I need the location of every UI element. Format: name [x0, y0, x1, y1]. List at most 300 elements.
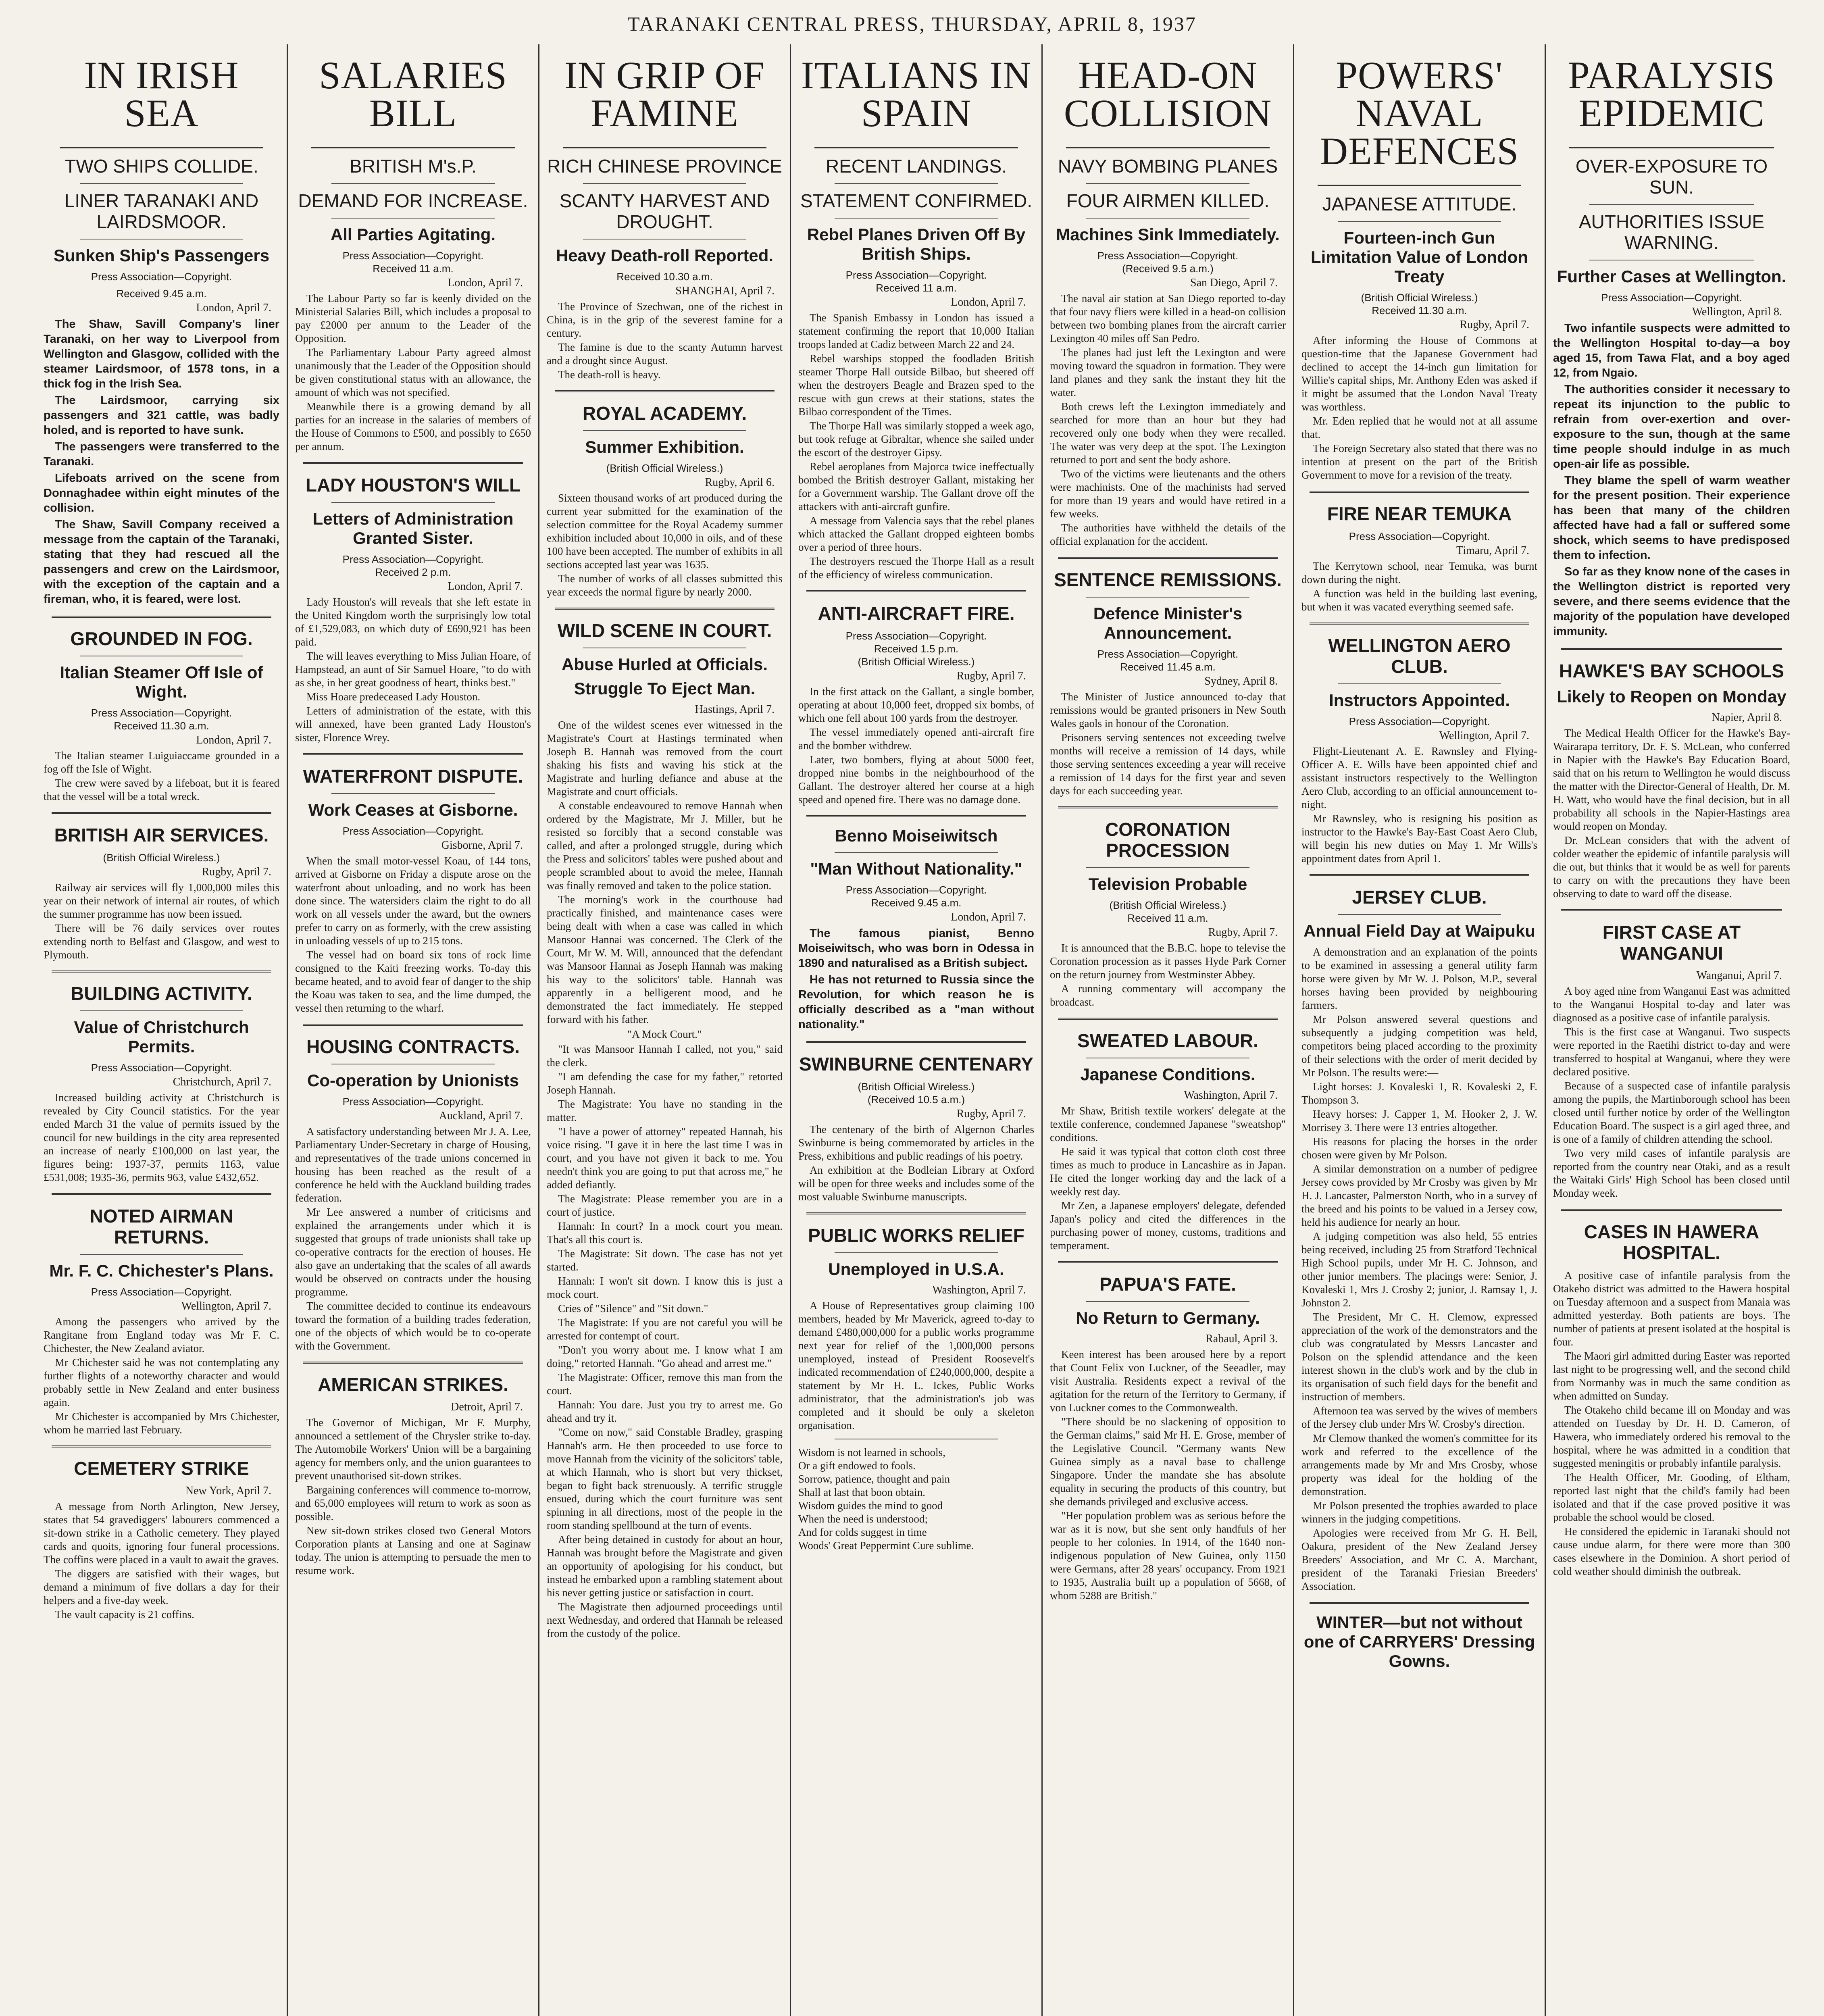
- paragraph: Dr. McLean considers that with the advent of colder weather the epidemic of infantile paralysis will die out, but thinks that it would be as well for parents to carry on with the precautions they have been observing to date to ward off the disease.: [1553, 834, 1790, 900]
- paragraph: A positive case of infantile paralysis from the Otakeho district was admitted to the Hawera hospital on Tuesday afternoon and a suspect from Manaia was admitted yesterday. Both patients are boys. The number of patients at present isolated at the hospital is four.: [1553, 1269, 1790, 1348]
- divider: [52, 1193, 271, 1195]
- paragraph: The Italian steamer Luiguiaccame grounded in a fog off the Isle of Wight.: [44, 750, 279, 775]
- dateline: Rugby, April 7.: [956, 1108, 1026, 1120]
- deck: TWO SHIPS COLLIDE.: [65, 156, 258, 177]
- paragraph: Two of the victims were lieutenants and the others were machinists. One of the machinists had served for more than 19 years and would have retired in a few weeks.: [1050, 468, 1286, 520]
- divider: [52, 812, 271, 814]
- paragraph: Because of a suspected case of infantile paralysis among the pupils, the Martinborough school has been closed until further notice by order of the Wellington Education Board. The suspect is a girl aged three, and is one of a family of children attending the school.: [1553, 1080, 1790, 1145]
- headline: WILD SCENE IN COURT.: [557, 620, 772, 641]
- column-irish-sea: [36, 44, 288, 2016]
- paragraph: Rebel warships stopped the foodladen British steamer Thorpe Hall outside Bilbao, but sheered off when the destroyers Beagle and Brazen sped to the rescue with gun crews at their stations, states the Bilbao correspondent of the Times.: [798, 352, 1034, 418]
- dateline: Rugby, April 7.: [1460, 319, 1529, 331]
- credit-line: (British Official Wireless.) (Received 10.5 a.m.): [858, 1081, 975, 1106]
- paragraph: Lady Houston's will reveals that she left estate in the United Kingdom worth the surprisingly low total of £1,529,083, on which duty of £690,921 has been paid.: [295, 596, 531, 648]
- credit-line: (British Official Wireless.) Received 11 a.m.: [1109, 899, 1226, 924]
- paragraph: Hannah: I won't sit down. I know this is just a mock court.: [547, 1275, 783, 1300]
- deck: JAPANESE ATTITUDE.: [1322, 194, 1517, 215]
- divider: [80, 1254, 243, 1255]
- paragraph: A judging competition was also held, 55 entries being received, including 25 from Stratford Technical High School pupils, under Mr H. C. Johnson, and other junior members. The placings were: Senior, J. Kovaleski 1, Mrs J. Crosby 2; junior, J. Ramsay 1, J. Johnston 2.: [1301, 1230, 1537, 1309]
- credit-line: Press Association—Copyright. Received 9.45 a.m.: [845, 884, 987, 909]
- headline: WATERFRONT DISPUTE.: [303, 766, 523, 787]
- divider: [583, 183, 746, 184]
- paragraph: Sixteen thousand works of art produced during the current year submitted for the examination of the selection committee for the Royal Academy summer exhibition included about 10,000 in oils, and of these 100 have been accepted. The number of exhibits in all sections accepted last year was 1635.: [547, 492, 783, 571]
- paragraph: The vessel immediately opened anti-aircraft fire and the bomber withdrew.: [798, 726, 1034, 752]
- divider: [1086, 867, 1249, 868]
- paragraph: The authorities consider it necessary to repeat its injunction to the public to refrain from over-exertion and over-exposure to the sun, though at the same time people should indulge in as much open-air life as possible.: [1553, 383, 1790, 471]
- headline: NOTED AIRMAN RETURNS.: [90, 1206, 233, 1248]
- divider: [835, 218, 998, 219]
- paragraph: "It was Mansoor Hannah I called, not you," said the clerk.: [547, 1043, 783, 1068]
- paragraph: After being detained in custody for about an hour, Hannah was brought before the Magistrate and given an opportunity of apologising for his conduct, but instead he embarked upon a rambling statement about his never getting justice or satisfaction in court.: [547, 1533, 783, 1599]
- headline: SWEATED LABOUR.: [1077, 1030, 1258, 1051]
- subhead: Value of Christchurch Permits.: [74, 1018, 249, 1056]
- deck: RICH CHINESE PROVINCE: [547, 156, 782, 177]
- paragraph: He considered the epidemic in Taranaki should not cause undue alarm, for there were more than 300 cases elsewhere in the Dominion. A short period of cold weather should diminish the outbreak.: [1553, 1525, 1790, 1577]
- paragraph: The Magistrate: Sit down. The case has not yet started.: [547, 1248, 783, 1273]
- subhead: Co-operation by Unionists: [307, 1071, 519, 1090]
- subhead: Japanese Conditions.: [1080, 1065, 1256, 1084]
- divider: [1338, 221, 1501, 222]
- paragraph: "Don't you worry about me. I know what I am doing," retorted Hannah. "Go ahead and arrest me.": [547, 1344, 783, 1369]
- subhead: Abuse Hurled at Officials.: [561, 655, 768, 674]
- paragraph: "Her population problem was as serious before the war as it is now, but she sent only handfuls of her people to her colonies. In 1914, of the 1640 non-indigenous population of New Guinea, only 1150 were Germans, after 28 years' occupancy. From 1921 to 1935, Australia built up a population of 5668, of whom 5288 are British.": [1050, 1510, 1286, 1602]
- divider: [1058, 1018, 1278, 1020]
- paragraph: There will be 76 daily services over routes extending north to Belfast and Glasgow, and west to Plymouth.: [44, 922, 279, 961]
- column-famine: [539, 44, 791, 2016]
- headline: CASES IN HAWERA HOSPITAL.: [1584, 1221, 1759, 1263]
- paragraph: A boy aged nine from Wanganui East was admitted to the Wanganui Hospital to-day and later was diagnosed as a positive case of infantile paralysis.: [1553, 985, 1790, 1024]
- paragraph: A function was held in the building last evening, but when it was vacated everything seemed safe.: [1301, 587, 1537, 613]
- paragraph: So far as they know none of the cases in the Wellington district is reported very severe, and there seems evidence that the majority of the population have developed immunity.: [1553, 565, 1790, 638]
- divider: [331, 793, 495, 794]
- subhead: Work Ceases at Gisborne.: [308, 800, 518, 819]
- paragraph: Keen interest has been aroused here by a report that Count Felix von Luckner, of the Seeadler, may visit Australia. Residents expect a revival of the agitation for the return of the Territory to Germany, if von Luckner comes to the Commonwealth.: [1050, 1348, 1286, 1414]
- subhead: Struggle To Eject Man.: [574, 679, 756, 698]
- paragraph: The diggers are satisfied with their wages, but demand a minimum of five dollars a day for their helpers and a five-day week.: [44, 1568, 279, 1606]
- deck: LINER TARANAKI AND LAIRDSMOOR.: [64, 190, 259, 232]
- paragraph: The Magistrate: Officer, remove this man from the court.: [547, 1371, 783, 1397]
- paragraph: "There should be no slackening of opposition to the German claims," said Mr H. E. Grose, member of the Legislative Council. "Germany wants New Guinea simply as a naval base to challenge Singapore. Under the mandate she has absolute equality in securing the products of this country, but she demands privileged and exclusive access.: [1050, 1416, 1286, 1508]
- paragraph: Later, two bombers, flying at about 5000 feet, dropped nine bombs in the neighbourhood of the Gallant. The destroyer altered her course at a high speed and opened fire. There was no damage done.: [798, 754, 1034, 806]
- paragraph: Railway air services will fly 1,000,000 miles this year on their network of internal air routes, of which the summer programme has now been issued.: [44, 881, 279, 920]
- credit-line: Press Association—Copyright. Received 11.45 a.m.: [1097, 648, 1239, 673]
- paragraph: Prisoners serving sentences not exceeding twelve months will receive a remission of 14 days, while those serving sentences exceeding a year will receive a remission of 14 days for the first year and seven days for each succeeding year.: [1050, 731, 1286, 797]
- divider: [1058, 806, 1278, 808]
- paragraph: He has not returned to Russia since the Revolution, for which reason he is officially described as a "man without nationality.": [798, 973, 1034, 1031]
- paragraph: Hannah: You dare. Just you try to arrest me. Go ahead and try it.: [547, 1399, 783, 1424]
- subhead: Summer Exhibition.: [585, 437, 744, 456]
- received-line: Received 10.30 a.m.: [616, 271, 713, 283]
- subhead: "Man Without Nationality.": [810, 859, 1022, 878]
- dateline: Wellington, April 8.: [1692, 306, 1782, 318]
- subhead: Likely to Reopen on Monday: [1557, 687, 1787, 706]
- divider: [1310, 1602, 1529, 1604]
- lead-headline: IN IRISH SEA: [84, 54, 239, 135]
- paragraph: Two infantile suspects were admitted to the Wellington Hospital to-day—a boy aged 15, from Tawa Flat, and a boy aged 12, from Ngaio.: [1553, 322, 1790, 379]
- paragraph: The Health Officer, Mr. Gooding, of Eltham, reported last night that the child's family had been isolated and that if the case proved positive it was probable the school would be closed.: [1553, 1471, 1790, 1523]
- divider: [1058, 557, 1278, 559]
- dateline: London, April 7.: [951, 911, 1026, 923]
- paragraph: One of the wildest scenes ever witnessed in the Magistrate's Court at Hastings terminated when Joseph B. Hannah was removed from the court shaking his fists and waving his stick at the Magistrate and hurling defiance and abuse at the Magistrate and court officials.: [547, 719, 783, 798]
- paragraph: Lifeboats arrived on the scene from Donnaghadee within eight minutes of the collision.: [44, 472, 279, 514]
- masthead-title: TARANAKI CENTRAL PRESS, THURSDAY, APRIL 8, 1937: [627, 12, 1197, 35]
- paragraph: Mr Clemow thanked the women's committee for its work and referred to the excellence of the arrangements made by Mr and Mrs Crosby, whose property was ideal for the holding of the demonstration.: [1301, 1432, 1537, 1497]
- subhead: Sunken Ship's Passengers: [53, 246, 270, 265]
- divider: [1310, 623, 1529, 625]
- credit-line: Press Association—Copyright.: [1349, 715, 1490, 727]
- subhead: Benno Moiseiwitsch: [835, 826, 998, 845]
- credit-line: (British Official Wireless.): [606, 462, 723, 474]
- divider: [806, 1212, 1026, 1214]
- credit-line: Press Association—Copyright. Received 1.5 p.m. (British Official Wireless.): [845, 630, 987, 668]
- divider: [1086, 597, 1249, 598]
- paragraph: Letters of administration of the estate, with this will annexed, have been granted Lady Houston's sister, Florence Wrey.: [295, 705, 531, 744]
- subhead: All Parties Agitating.: [330, 225, 496, 244]
- subhead: Rebel Planes Driven Off By British Ships.: [807, 225, 1026, 263]
- lead-headline: HEAD-ON COLLISION: [1064, 54, 1272, 135]
- paragraph: The Magistrate: If you are not careful you will be arrested for contempt of court.: [547, 1316, 783, 1342]
- dateline: Washington, April 7.: [1184, 1089, 1278, 1102]
- headline: FIRST CASE AT WANGANUI: [1602, 922, 1741, 964]
- paragraph: "Come on now," said Constable Bradley, grasping Hannah's arm. He then proceeded to use force to move Hannah from the vicinity of the solicitors' table, at which Hannah, who is short but very thickset, began to fight back strenuously. A terrific struggle ensued, during which the court furniture was sent spinning in all directions, most of the people in the room standing spellbound at the turn of events.: [547, 1426, 783, 1531]
- paragraph: The will leaves everything to Miss Julian Hoare, of Hampstead, an aunt of Sir Samuel Hoare, "to do with as she, in her great goodness of heart, thinks best.": [295, 650, 531, 689]
- paragraph: The Foreign Secretary also stated that there was no intention at present on the part of the British Government to move for a revision of the treaty.: [1301, 442, 1537, 481]
- paragraph: The Province of Szechwan, one of the richest in China, is in the grip of the severest famine for a century.: [547, 300, 783, 339]
- paragraph: Miss Hoare predeceased Lady Houston.: [306, 691, 481, 703]
- paragraph: Mr Lee answered a number of criticisms and explained the arrangements under which it is suggested that groups of trade unionists shall take up co-operative contracts for the erection of houses. He also gave an undertaking that the scales of all awards would be observed on contracts under the housing programme.: [295, 1206, 531, 1298]
- paragraph: The death-roll is heavy.: [558, 369, 661, 381]
- divider: [806, 1041, 1026, 1043]
- newspaper-columns: [36, 44, 1798, 2016]
- credit-line: Press Association—Copyright.: [91, 1286, 232, 1298]
- paragraph: Mr Polson presented the trophies awarded to place winners in the judging competitions.: [1301, 1500, 1537, 1525]
- paragraph: The crew were saved by a lifeboat, but it is feared that the vessel will be a total wreck.: [44, 777, 279, 802]
- paragraph: The Magistrate: You have no standing in the matter.: [547, 1098, 783, 1123]
- subhead: Annual Field Day at Waipuku: [1303, 921, 1535, 940]
- dateline: London, April 7.: [448, 277, 523, 289]
- dateline: Timaru, April 7.: [1456, 544, 1529, 557]
- deck: DEMAND FOR INCREASE.: [298, 190, 528, 211]
- paragraph: Mr Zen, a Japanese employers' delegate, defended Japan's policy and cited the differences in the purchasing power of money, customs, traditions and temperament.: [1050, 1200, 1286, 1252]
- paragraph: Mr Chichester is accompanied by Mrs Chichester, whom he married last February.: [44, 1410, 279, 1436]
- headline: CORONATION PROCESSION: [1105, 819, 1231, 861]
- dateline: Wanganui, April 7.: [1696, 969, 1782, 982]
- dateline: SHANGHAI, April 7.: [675, 285, 775, 297]
- divider: [52, 616, 271, 618]
- paragraph: The Medical Health Officer for the Hawke's Bay-Wairarapa territory, Dr. F. S. McLean, who conferred in Napier with the Hawke's Bay Education Board, said that on his return to Wellington he would discuss the matter with the Director-General of Health, Dr. M. H. Watt, who would have the final decision, but in all probability all schools in the Napier-Hastings area would reopen on Monday.: [1553, 727, 1790, 832]
- dateline: Hastings, April 7.: [695, 703, 775, 716]
- paragraph: In the first attack on the Gallant, a single bomber, operating at about 10,000 feet, dropped six bombs, of which one fell about 100 yards from the destroyer.: [798, 685, 1034, 724]
- divider: [303, 753, 523, 755]
- divider: [1086, 183, 1249, 184]
- headline: HAWKE'S BAY SCHOOLS: [1559, 660, 1784, 681]
- divider: [583, 239, 746, 240]
- paragraph: "I have a power of attorney" repeated Hannah, his voice rising. "I gave it in here the last time I was in court, and you have not given it back to me. You needn't think you are going to put that across me," he added defiantly.: [547, 1125, 783, 1191]
- paragraph: Rebel aeroplanes from Majorca twice ineffectually bombed the British destroyer Gallant, mistaking her for a Government warship. The Gallant drove off the attackers with anti-aircraft gunfire.: [798, 460, 1034, 512]
- divider: [1338, 914, 1501, 915]
- credit-line: Press Association—Copyright.: [342, 1095, 484, 1108]
- deck: NAVY BOMBING PLANES: [1058, 156, 1278, 177]
- paragraph: The Otakeho child became ill on Monday and was attended on Tuesday by Dr. H. D. Cameron, of Hawera, who immediately ordered his removal to the hospital, where he was admitted in a condition that suggested meningitis or probably infantile paralysis.: [1553, 1404, 1790, 1469]
- dateline: New York, April 7.: [185, 1485, 271, 1497]
- paragraph: Mr Polson answered several questions and subsequently a judging competition was held, competitors being placed according to the proximity of their selections with the order of merit decided by Mr Polson. The results were:—: [1301, 1013, 1537, 1079]
- credit-line: Press Association—Copyright. Received 11.30 a.m.: [91, 707, 232, 732]
- headline: SENTENCE REMISSIONS.: [1054, 569, 1282, 590]
- paragraph: Both crews left the Lexington immediately and searched for more than an hour but they had recovered only one body when they were recalled. The water was very deep at the spot. The Lexington returned to port and sent the body ashore.: [1050, 400, 1286, 466]
- divider: [806, 815, 1026, 817]
- subhead: Machines Sink Immediately.: [1056, 225, 1280, 244]
- dateline: San Diego, April 7.: [1190, 277, 1278, 289]
- masthead: [0, 12, 1824, 35]
- divider: [1561, 648, 1782, 650]
- paragraph: A similar demonstration on a number of pedigree Jersey cows provided by Mr Crosby was given by Mr H. J. Lancaster, Palmerston North, who in a survey of the breed and his points to be valued in a Jersey cow, held his audience for nearly an hour.: [1301, 1163, 1537, 1228]
- dateline: Gisborne, April 7.: [441, 839, 523, 852]
- paragraph: Mr Shaw, British textile workers' delegate at the textile conference, condemned Japanese "sweatshop" conditions.: [1050, 1105, 1286, 1143]
- headline: LADY HOUSTON'S WILL: [305, 475, 521, 496]
- column-naval-defences: [1294, 44, 1546, 2016]
- headline: AMERICAN STRIKES.: [318, 1374, 508, 1395]
- deck: SCANTY HARVEST AND DROUGHT.: [559, 190, 770, 232]
- dateline: London, April 7.: [448, 580, 523, 593]
- paragraph: The number of works of all classes submitted this year exceeds the normal figure by nearly 2000.: [547, 573, 783, 598]
- paragraph: A running commentary will accompany the broadcast.: [1050, 983, 1286, 1008]
- divider: [1561, 1209, 1782, 1211]
- paragraph: The Shaw, Savill Company's liner Taranaki, on her way to Liverpool from Wellington and Glasgow, collided with the steamer Lairdsmoor, of 1578 tons, in a thick fog in the Irish Sea.: [44, 318, 279, 390]
- paragraph: The Maori girl admitted during Easter was reported last night to be progressing well, and the second child from Normanby was in much the same condition as when admitted on Sunday.: [1553, 1350, 1790, 1402]
- paragraph: The naval air station at San Diego reported to-day that four navy fliers were killed in a head-on collision between two bombing planes from the aircraft carrier Lexington 40 miles off San Pedro.: [1050, 292, 1286, 344]
- paragraph: Mr. Eden replied that he would not at all assume that.: [1301, 415, 1537, 440]
- divider: [311, 147, 515, 148]
- subhead: Mr. F. C. Chichester's Plans.: [49, 1261, 274, 1280]
- divider: [1589, 204, 1754, 205]
- divider: [563, 147, 766, 148]
- headline: ANTI-AIRCRAFT FIRE.: [818, 603, 1015, 624]
- divider: [555, 608, 775, 610]
- dateline: Washington, April 7.: [932, 1284, 1026, 1296]
- paragraph: "I am defending the case for my father," retorted Joseph Hannah.: [547, 1070, 783, 1096]
- divider: [1561, 909, 1782, 911]
- crosshead: "A Mock Court.": [627, 1028, 702, 1040]
- subhead: Heavy Death-roll Reported.: [556, 246, 774, 265]
- paragraph: Meanwhile there is a growing demand by all parties for an increase in the salaries of members of the House of Commons to £500, and possibly to £650 per annum.: [295, 400, 531, 452]
- paragraph: The President, Mr C. H. Clemow, expressed appreciation of the work of the demonstrators and the club was congratulated by Messrs Lancaster and Polson on the splendid attendance and the keen interest shown in the club's work and by the club in its organisation of such field days for the benefit and instruction of members.: [1301, 1311, 1537, 1403]
- paragraph: Light horses: J. Kovaleski 1, R. Kovaleski 2, F. Thompson 3.: [1301, 1081, 1537, 1106]
- received-line: Received 9.45 a.m.: [116, 287, 207, 300]
- paragraph: The centenary of the birth of Algernon Charles Swinburne is being commemorated by articles in the Press, exhibitions and public readings of his poetry.: [798, 1123, 1034, 1162]
- dateline: Wellington, April 7.: [181, 1300, 271, 1312]
- paragraph: A constable endeavoured to remove Hannah when ordered by the Magistrate, Mr J. Miller, but he resisted so forcibly that a second constable was called, and after a prolonged struggle, during which the Press and solicitors' tables were pushed about and people scrambled about to avoid the melee, Hannah was finally removed and taken to the police station.: [547, 800, 783, 891]
- headline: PUBLIC WORKS RELIEF: [808, 1225, 1024, 1246]
- divider: [1086, 218, 1249, 219]
- subhead: Further Cases at Wellington.: [1557, 267, 1787, 286]
- paragraph: The famous pianist, Benno Moiseiwitsch, who was born in Odessa in 1890 and naturalised as a British subject.: [798, 927, 1034, 970]
- lead-headline: ITALIANS IN SPAIN: [801, 54, 1032, 135]
- divider: [835, 852, 998, 853]
- divider: [1318, 185, 1521, 186]
- column-paralysis-epidemic: [1546, 44, 1797, 2016]
- headline: SWINBURNE CENTENARY: [799, 1054, 1033, 1075]
- headline: JERSEY CLUB.: [1352, 887, 1487, 908]
- divider: [303, 462, 523, 464]
- paragraph: When the small motor-vessel Koau, of 144 tons, arrived at Gisborne on Friday a dispute arose on the waterfront about unloading, and no work has been done since. The watersiders claim the right to do all work on all vessels under the award, but the owners prefer to carry on as formerly, with the crew assisting in unloading vessels of up to 215 tons.: [295, 855, 531, 947]
- paragraph: The Parliamentary Labour Party agreed almost unanimously that the Leader of the Opposition should be given constitutional status with an allowance, the amount of which was not specified.: [295, 346, 531, 398]
- deck: AUTHORITIES ISSUE WARNING.: [1578, 211, 1765, 253]
- subhead: Unemployed in U.S.A.: [828, 1260, 1004, 1279]
- paragraph: Increased building activity at Christchurch is revealed by City Council statistics. For the year ended March 31 the value of permits issued by the council for new buildings in the city area represented an increase of nearly £100,000 on last year, the figures being: 1937-37, permits 1163, value £531,008; 1935-36, permits 963, value £432,652.: [44, 1091, 279, 1183]
- paragraph: The Governor of Michigan, Mr F. Murphy, announced a settlement of the Chrysler strike to-day. The Automobile Workers' Union will be a bargaining agency for members only, and the union guarantees to prevent unauthorised sit-down strikes.: [295, 1416, 531, 1482]
- paragraph: A message from Valencia says that the rebel planes which attacked the Gallant dropped eighteen bombs over a period of three hours.: [798, 514, 1034, 553]
- divider: [80, 239, 243, 240]
- dateline: London, April 7.: [196, 302, 271, 314]
- paragraph: A House of Representatives group claiming 100 members, headed by Mr Maverick, agreed to-day to demand £480,000,000 for a public works programme next year for relief of the 1,000,000 persons unemployed, instead of President Roosevelt's indicated recommendation of £240,000,000, despite a statement by Mr H. L. Ickes, Public Works administrator, that the administration's job was completed and it should be only a skeleton organisation.: [798, 1300, 1034, 1431]
- deck: BRITISH M's.P.: [350, 156, 477, 177]
- deck: RECENT LANDINGS.: [825, 156, 1007, 177]
- headline: FIRE NEAR TEMUKA: [1327, 503, 1512, 524]
- paragraph: The Magistrate then adjourned proceedings until next Wednesday, and ordered that Hannah be released from the custody of the police.: [547, 1601, 783, 1639]
- headline: GROUNDED IN FOG.: [70, 628, 253, 649]
- credit-line: Press Association—Copyright.: [1349, 530, 1490, 542]
- divider: [331, 183, 495, 184]
- paragraph: Hannah: In court? In a mock court you mean. That's all this court is.: [547, 1220, 783, 1245]
- paragraph: The planes had just left the Lexington and were moving toward the squadron in formation. They were land planes and they sank the instant they hit the water.: [1050, 346, 1286, 398]
- subhead: No Return to Germany.: [1076, 1308, 1260, 1327]
- dateline: London, April 7.: [196, 734, 271, 746]
- divider: [1310, 491, 1529, 493]
- paragraph: Mr Rawnsley, who is resigning his position as instructor to the Hawke's Bay-East Coast Aero Club, will begin his new duties on May 1. Mr Wills's appointment dates from April 1.: [1301, 812, 1537, 864]
- headline: BUILDING ACTIVITY.: [71, 983, 252, 1004]
- paragraph: His reasons for placing the horses in the order chosen were given by Mr Polson.: [1301, 1135, 1537, 1161]
- paragraph: The Magistrate: Please remember you are in a court of justice.: [547, 1193, 783, 1218]
- dateline: Detroit, April 7.: [451, 1401, 523, 1413]
- credit-line: Press Association—Copyright. Received 11 a.m.: [342, 250, 484, 275]
- lead-headline: PARALYSIS EPIDEMIC: [1568, 54, 1775, 135]
- credit-line: Press Association—Copyright. (Received 9.5 a.m.): [1097, 250, 1239, 275]
- dateline: Rugby, April 7.: [956, 670, 1026, 682]
- dateline: Christchurch, April 7.: [173, 1076, 271, 1088]
- credit-line: (British Official Wireless.): [103, 852, 220, 864]
- paragraph: A demonstration and an explanation of the points to be examined in assessing a general utility farm horse were given by Mr W. J. Polson, M.P., several horses having been provided by neighbouring farmers.: [1301, 946, 1537, 1011]
- paragraph: New sit-down strikes closed two General Motors Corporation plants at Lansing and one at Saginaw today. The union is attempting to persuade the men to resume work.: [295, 1524, 531, 1577]
- deck: FOUR AIRMEN KILLED.: [1066, 190, 1270, 211]
- paragraph: An exhibition at the Bodleian Library at Oxford will be open for three weeks and includes some of the most valuable Swinburne manuscripts.: [798, 1164, 1034, 1203]
- headline: ROYAL ACADEMY.: [582, 403, 747, 424]
- divider: [331, 502, 495, 503]
- paragraph: Two very mild cases of infantile paralysis are reported from the country near Otaki, and as a result the Waitaki Girls' High School has been closed until Monday week.: [1553, 1147, 1790, 1199]
- divider: [1569, 147, 1774, 148]
- paragraph: The passengers were transferred to the Taranaki.: [44, 440, 279, 468]
- divider: [555, 390, 775, 392]
- paragraph: He said it was typical that cotton cloth cost three times as much to produce in Lancashire as in Japan. He cited the longer working day and the lack of a weekly rest day.: [1050, 1145, 1286, 1198]
- subhead: Television Probable: [1088, 875, 1247, 893]
- dateline: Rugby, April 7.: [1208, 926, 1278, 939]
- divider: [80, 183, 243, 184]
- divider: [60, 147, 263, 148]
- dateline: Rabaul, April 3.: [1206, 1333, 1278, 1345]
- divider: [52, 971, 271, 973]
- paragraph: The famine is due to the scanty Autumn harvest and a drought since August.: [547, 341, 783, 367]
- paragraph: Cries of "Silence" and "Sit down.": [558, 1302, 708, 1314]
- dateline: Napier, April 8.: [1712, 711, 1782, 724]
- headline: PAPUA'S FATE.: [1099, 1274, 1236, 1295]
- dateline: Rugby, April 6.: [705, 476, 775, 489]
- divider: [1310, 874, 1529, 876]
- paragraph: It is announced that the B.B.C. hope to televise the Coronation procession as it passes Hyde Park Corner on the return journey from Westminster Abbey.: [1050, 942, 1286, 981]
- paragraph: The Lairdsmoor, carrying six passengers and 321 cattle, was badly holed, and is reported to have sunk.: [44, 394, 279, 437]
- paragraph: This is the first case at Wanganui. Two suspects were reported in the Raetihi district to-day and were transferred to hospital at Wanganui, where they were declared positive.: [1553, 1026, 1790, 1078]
- paragraph: The morning's work in the courthouse had practically finished, and maintenance cases were being dealt with when a case was called in which Mansoor Hannai was concerned. The Clerk of the Court, Mr W. M. Will, announced that the defendant was Mansoor Hannai as Joseph Hannah was making his way to the solicitors' table. Hannah was apparently in a belligerent mood, and he demonstrated the fact immediately. He stepped forward with his father.: [547, 893, 783, 1025]
- paragraph: Afternoon tea was served by the wives of members of the Jersey club under Mrs W. Crosby's direction.: [1301, 1405, 1537, 1430]
- divider: [1066, 147, 1270, 148]
- paragraph: A satisfactory understanding between Mr J. A. Lee, Parliamentary Under-Secretary in charge of Housing, and representatives of the trade unions concerned in housing has been reached as the result of a conference he held with the Auckland building trades federation.: [295, 1125, 531, 1204]
- paragraph: They blame the spell of warm weather for the present position. Their experience has been that many of the children affected have had a fall or suffered some shock, which seems to have predisposed them to infection.: [1553, 474, 1790, 562]
- paragraph: The authorities have withheld the details of the official explanation for the accident.: [1050, 522, 1286, 547]
- advertisement: WINTER—but not without one of CARRYERS' Dressing Gowns.: [1303, 1613, 1535, 1670]
- credit-line: Press Association—Copyright.: [91, 1062, 232, 1074]
- lead-headline: POWERS' NAVAL DEFENCES: [1320, 54, 1519, 173]
- paragraph: The Thorpe Hall was similarly stopped a week ago, but took refuge at Gibraltar, whence she sailed under the escort of the destroyer Gipsy.: [798, 420, 1034, 458]
- headline: HOUSING CONTRACTS.: [306, 1036, 520, 1057]
- divider: [835, 1252, 998, 1253]
- credit-line: Press Association—Copyright.: [91, 271, 232, 283]
- paragraph: The Kerrytown school, near Temuka, was burnt down during the night.: [1301, 560, 1537, 585]
- paragraph: The committee decided to continue its endeavours toward the formation of a building trades federation, one of the objects of which would be to co-operate with the Government.: [295, 1300, 531, 1352]
- paragraph: The Minister of Justice announced to-day that remissions would be granted prisoners in New South Wales gaols in honour of the Coronation.: [1050, 691, 1286, 729]
- divider: [52, 1445, 271, 1447]
- divider: [1086, 1301, 1249, 1302]
- column-head-on-collision: [1043, 44, 1294, 2016]
- divider: [303, 1362, 523, 1364]
- divider: [331, 218, 495, 219]
- headline: BRITISH AIR SERVICES.: [54, 825, 269, 846]
- paragraph: Bargaining conferences will commence to-morrow, and 65,000 employees will return to work as soon as possible.: [295, 1484, 531, 1522]
- deck: OVER-EXPOSURE TO SUN.: [1575, 156, 1768, 198]
- column-salaries-bill: [288, 44, 539, 2016]
- paragraph: A message from North Arlington, New Jersey, states that 54 gravediggers' labourers commenced a sit-down strike in a Catholic cemetery. They played cards and quoits, ignoring four funeral processions. The coffins were placed in a vault to await the graves.: [44, 1500, 279, 1566]
- dateline: Sydney, April 8.: [1204, 675, 1278, 687]
- dateline: Wellington, April 7.: [1439, 729, 1529, 742]
- paragraph: Heavy horses: J. Capper 1, M. Hooker 2, J. W. Morrisey 3. There were 13 entries altogether.: [1301, 1108, 1537, 1133]
- paragraph: Mr Chichester said he was not contemplating any further flights of a noteworthy character and would probably settle in New Zealand and enter business again.: [44, 1356, 279, 1408]
- paragraph: Flight-Lieutenant A. E. Rawnsley and Flying-Officer A. E. Wills have been appointed chief and assistant instructors respectively to the Wellington Aero Club, according to an official announcement to-night.: [1301, 745, 1537, 810]
- headline: CEMETERY STRIKE: [74, 1458, 249, 1479]
- dateline: Auckland, April 7.: [439, 1110, 523, 1122]
- dateline: London, April 7.: [951, 296, 1026, 308]
- credit-line: Press Association—Copyright.: [1601, 292, 1742, 304]
- divider: [835, 183, 998, 184]
- paragraph: Among the passengers who arrived by the Rangitane from England today was Mr F. C. Chichester, the New Zealand aviator.: [44, 1316, 279, 1354]
- column-italians-in-spain: [791, 44, 1043, 2016]
- divider: [806, 590, 1026, 592]
- divider: [1058, 1261, 1278, 1263]
- dateline: Rugby, April 7.: [202, 866, 271, 878]
- paragraph: The Shaw, Savill Company received a message from the captain of the Taranaki, stating that they had rescued all the passengers and crew on the Lairdsmoor, with the exception of the captain and a fireman, who, it is feared, were lost.: [44, 518, 279, 606]
- lead-headline: IN GRIP OF FAMINE: [564, 54, 765, 135]
- credit-line: (British Official Wireless.) Received 11.30 a.m.: [1361, 292, 1478, 317]
- subhead: Defence Minister's Announcement.: [1093, 604, 1243, 642]
- credit-line: Press Association—Copyright. Received 11 a.m.: [845, 269, 987, 294]
- paragraph: Apologies were received from Mr G. H. Bell, Oakura, president of the New Zealand Jersey Breeders' Association, and Mr C. A. Marchant, president of the Taranaki Friesian Breeders' Association.: [1301, 1527, 1537, 1592]
- divider: [80, 1010, 243, 1011]
- headline: WELLINGTON AERO CLUB.: [1328, 635, 1511, 677]
- divider: [1338, 683, 1501, 684]
- subhead: Letters of Administration Granted Sister.: [312, 509, 514, 548]
- paragraph: The Spanish Embassy in London has issued a statement confirming the report that 10,000 Italian troops landed at Cadiz between March 22 and 24.: [798, 312, 1034, 350]
- deck: STATEMENT CONFIRMED.: [800, 190, 1032, 211]
- paragraph: After informing the House of Commons at question-time that the Japanese Government had declined to accept the 14-inch gun limitation for Willie's capital ships, Mr. Anthony Eden was asked if it might be assumed that the London Naval Treaty was worthless.: [1301, 334, 1537, 413]
- subhead: Fourteen-inch Gun Limitation Value of London Treaty: [1311, 228, 1528, 286]
- divider: [303, 1024, 523, 1026]
- divider: [583, 430, 746, 431]
